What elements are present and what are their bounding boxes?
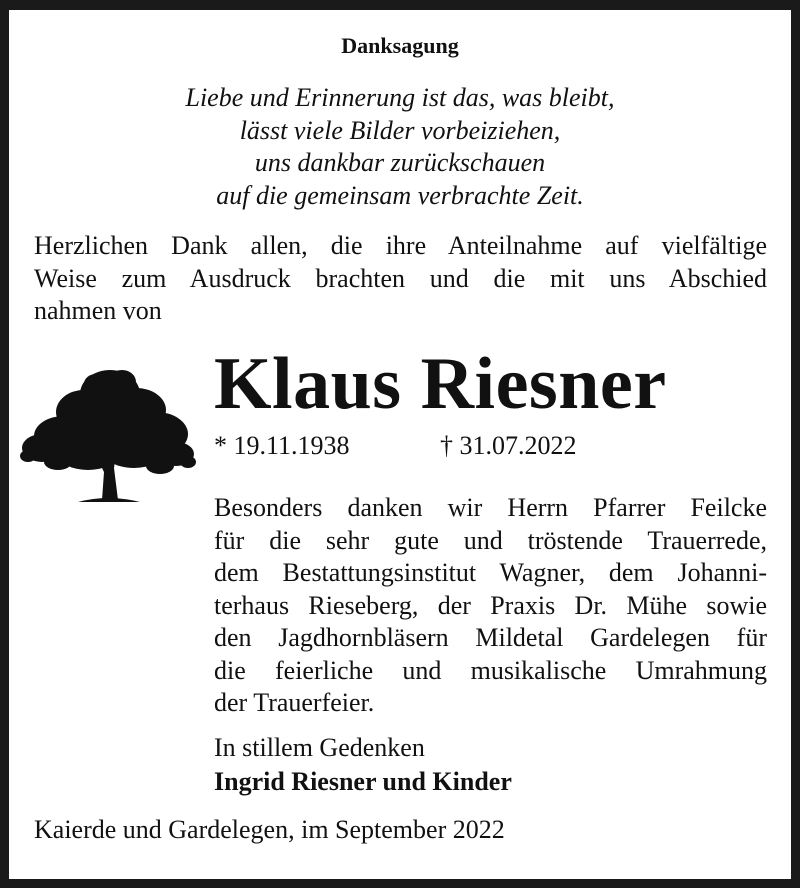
closing-phrase: In stillem Gedenken [214,733,425,762]
notice-heading: Danksagung [341,33,459,58]
poem-line: uns dankbar zurückschauen [254,148,546,177]
thanks-line: für die sehr gute und tröstende Trauerrede, [214,525,767,555]
thanks-line: der Trauerfeier. [214,688,375,717]
poem [0,82,800,212]
birth-date: * 19.11.1938 [214,431,350,460]
intro-line: nahmen von [34,296,162,325]
thanks-line: dem Bestattungsinstitut Wagner, dem Johanni- [214,558,767,587]
tree-icon [18,362,198,510]
thanks-paragraph [214,492,767,720]
poem-line: Liebe und Erinnerung ist das, was bleibt, [185,83,615,112]
death-date: † 31.07.2022 [440,431,577,460]
thanks-line: terhaus Rieseberg, der Praxis Dr. Mühe sowie [214,590,767,620]
poem-line: auf die gemeinsam verbrachte Zeit. [216,180,584,210]
intro-line: Weise zum Ausdruck brachten und die mit uns Abschied [34,263,767,293]
intro-line: Herzlichen Dank allen, die ihre Anteilnahme auf vielfältige [34,231,767,260]
deceased-name: Klaus Riesner [214,343,667,425]
poem-line: lässt viele Bilder vorbeiziehen, [239,115,561,145]
thanks-line: die feierliche und musikalische Umrahmung [214,655,767,685]
thanks-line: den Jagdhornbläsern Mildetal Gardelegen für [214,623,767,652]
signers: Ingrid Riesner und Kinder [214,767,512,796]
intro-paragraph [34,230,767,328]
thanks-line: Besonders danken wir Herrn Pfarrer Feilcke [214,493,767,522]
place-date: Kaierde und Gardelegen, im September 2022 [34,815,505,844]
